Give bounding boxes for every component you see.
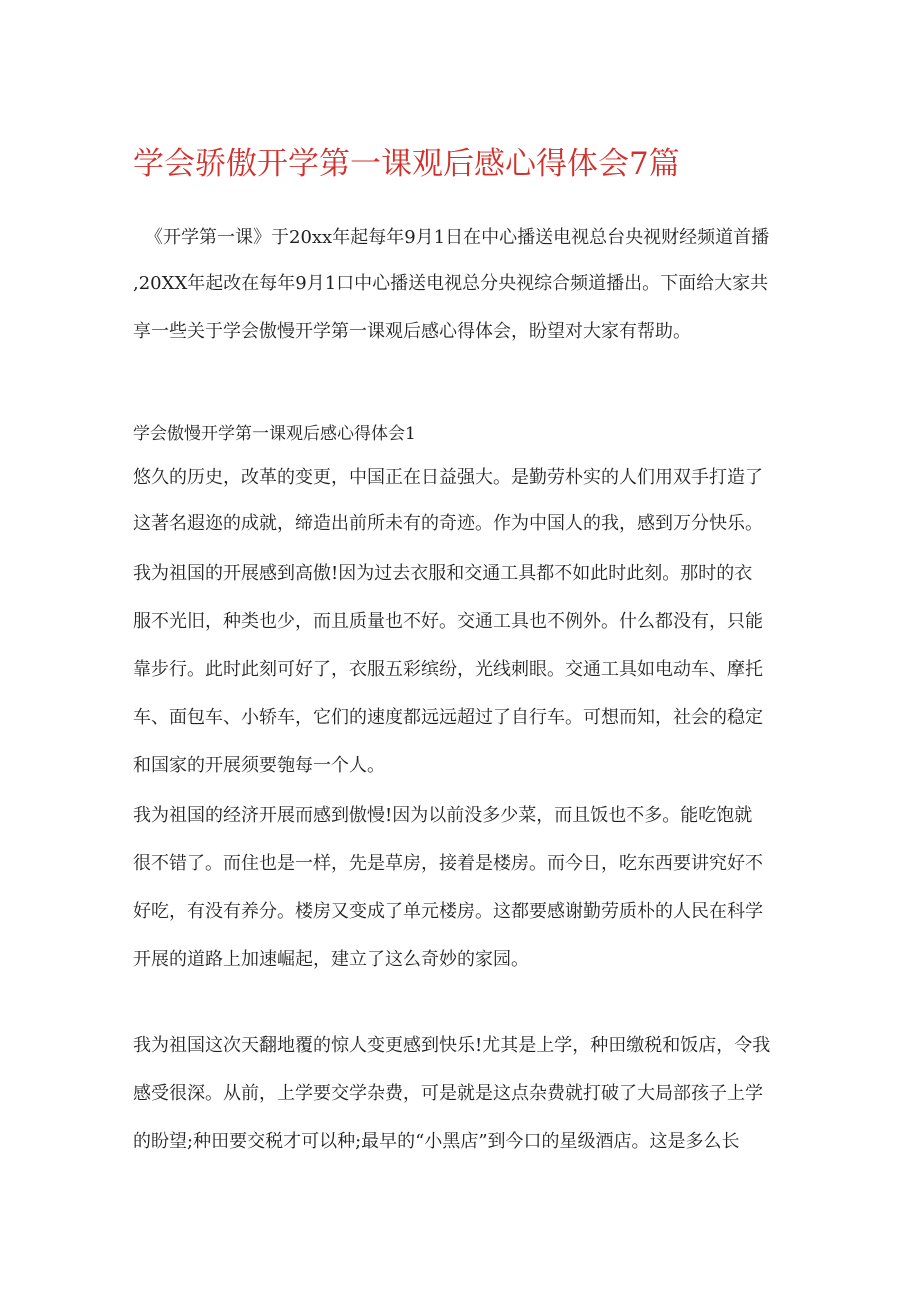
intro-line-2: ,20XX年起改在每年9月1口中心播送电视总分央视综合频道播出。下面给大家共 (133, 273, 769, 294)
intro-line-3: 享一些关于学会傲慢开学第一课观后感心得体会，盼望对大家有帮助。 (133, 321, 691, 342)
paragraph-1-line-1: 悠久的历史，改革的变更，中国正在日益强大。是勤劳朴实的人们用双手打造了 (133, 467, 763, 488)
paragraph-1-line-2: 这著名遐迩的成就，缔造出前所未有的奇迹。作为中国人的我，感到万分快乐。 (133, 513, 763, 534)
paragraph-3-line-4: 开展的道路上加速崛起，建立了这么奇妙的家园。 (133, 949, 529, 970)
section-heading: 学会傲慢开学第一课观后感心得体会1 (133, 424, 416, 444)
paragraph-2-line-2: 服不光旧，种类也少，而且质量也不好。交通工具也不例外。什么都没有，只能 (133, 611, 763, 632)
paragraph-4-line-2: 感受很深。从前，上学要交学杂费，可是就是这点杂费就打破了大局部孩子上学 (133, 1083, 763, 1104)
paragraph-3-line-1: 我为祖国的经济开展而感到傲慢!因为以前没多少菜，而且饭也不多。能吃饱就 (133, 805, 753, 826)
paragraph-3-line-3: 好吃，有没有养分。楼房又变成了单元楼房。这都要感谢勤劳质朴的人民在科学 (133, 901, 763, 922)
paragraph-3-line-2: 很不错了。而住也是一样，先是草房，接着是楼房。而今日，吃东西要讲究好不 (133, 853, 763, 874)
paragraph-2-line-3: 靠步行。此时此刻可好了，衣服五彩缤纷，光线刺眼。交通工具如电动车、摩托 (133, 659, 763, 680)
paragraph-2-line-5: 和国家的开展须要匏每一个人。 (133, 755, 385, 776)
paragraph-2-line-4: 车、面包车、小轿车，它们的速度都远远超过了自行车。可想而知，社会的稳定 (133, 707, 763, 728)
paragraph-2-line-1: 我为祖国的开展感到高傲!因为过去衣服和交通工具都不如此时此刻。那时的衣 (133, 563, 753, 584)
intro-line-1: 《开学第一课》于20xx年起每年9月1日在中心播送电视总台央视财经频道首播 (145, 227, 770, 248)
paragraph-4-line-1: 我为祖国这次天翻地覆的惊人变更感到快乐!尤其是上学，种田缴税和饭店，令我 (133, 1035, 771, 1056)
paragraph-4-line-3: 的盼望;种田要交税才可以种;最早的“小黑店”到今口的星级酒店。这是多么长 (133, 1131, 740, 1152)
document-title: 学会骄傲开学第一课观后感心得体会7篇 (133, 146, 680, 182)
